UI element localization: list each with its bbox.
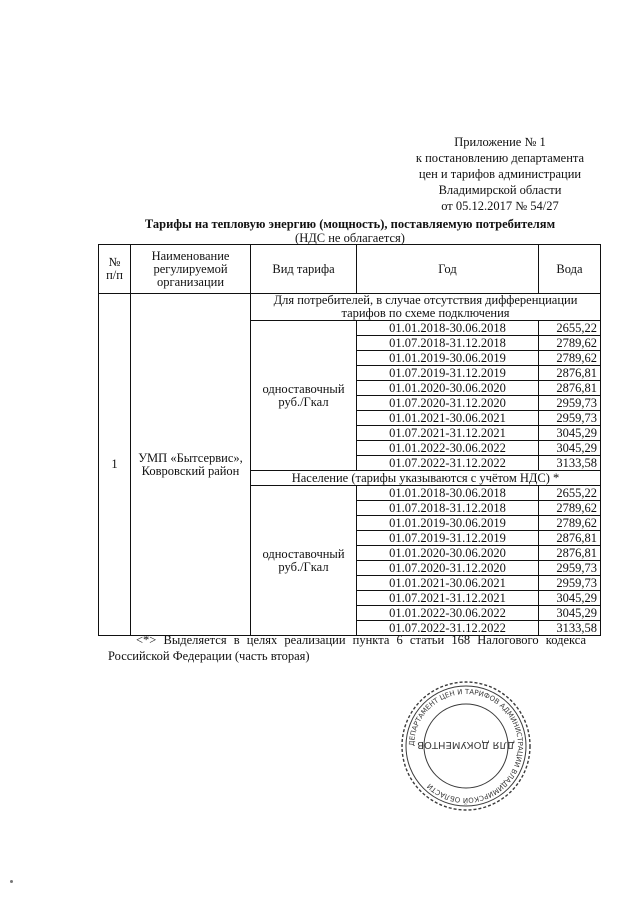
tariff-table — [98, 244, 601, 636]
water-value-cell: 3133,58 — [539, 456, 601, 471]
official-seal — [396, 676, 536, 816]
table-header-row — [99, 245, 601, 294]
row-number: 1 — [99, 294, 131, 636]
water-value-cell: 2876,81 — [539, 366, 601, 381]
appendix-line: от 05.12.2017 № 54/27 — [441, 199, 559, 213]
appendix-line: цен и тарифов администрации — [418, 167, 582, 181]
period-cell: 01.07.2022-31.12.2022 — [357, 621, 539, 636]
water-value-cell: 2959,73 — [539, 411, 601, 426]
scan-speck — [10, 880, 13, 883]
period-cell: 01.01.2018-30.06.2018 — [357, 486, 539, 501]
group1-title: Для потребителей, в случае отсутствия дифференциации тарифов по схеме подключения — [251, 294, 601, 321]
water-value-cell: 2789,62 — [539, 351, 601, 366]
document-title: Тарифы на тепловую энергию (мощность), поставляемую потребителям — [144, 217, 556, 231]
header-num: № п/п — [99, 245, 131, 294]
footnote — [108, 632, 586, 664]
group2-title: Население (тарифы указываются с учётом НДС) * — [251, 471, 601, 486]
period-cell: 01.07.2020-31.12.2020 — [357, 396, 539, 411]
water-value-cell: 2789,62 — [539, 336, 601, 351]
water-value-cell: 2876,81 — [539, 381, 601, 396]
period-cell: 01.07.2021-31.12.2021 — [357, 426, 539, 441]
header-year: Год — [357, 245, 539, 294]
footnote-line2: Российской Федерации (часть вторая) — [108, 649, 310, 663]
water-value-cell: 3045,29 — [539, 441, 601, 456]
water-value-cell: 3045,29 — [539, 426, 601, 441]
table-body — [99, 294, 601, 636]
appendix-line: Владимирской области — [438, 183, 562, 197]
header-org: Наименование регулируемой организации — [131, 245, 251, 294]
water-value-cell: 2959,73 — [539, 396, 601, 411]
tariff-kind: одноставочный руб./Гкал — [251, 321, 357, 471]
header-kind: Вид тарифа — [251, 245, 357, 294]
period-cell: 01.01.2021-30.06.2021 — [357, 576, 539, 591]
water-value-cell: 2789,62 — [539, 516, 601, 531]
period-cell: 01.01.2020-30.06.2020 — [357, 381, 539, 396]
period-cell: 01.07.2021-31.12.2021 — [357, 591, 539, 606]
period-cell: 01.07.2018-31.12.2018 — [357, 336, 539, 351]
seal-ring-text: ДЕПАРТАМЕНТ ЦЕН И ТАРИФОВ АДМИНИСТРАЦИИ ВЛАДИМИРСКОЙ ОБЛАСТИ — [407, 687, 525, 805]
period-cell: 01.07.2020-31.12.2020 — [357, 561, 539, 576]
period-cell: 01.01.2019-30.06.2019 — [357, 351, 539, 366]
water-value-cell: 3045,29 — [539, 606, 601, 621]
water-value-cell: 2959,73 — [539, 561, 601, 576]
header-water: Вода — [539, 245, 601, 294]
seal-center-text: ДЛЯ ДОКУМЕНТОВ — [417, 739, 515, 750]
period-cell: 01.01.2018-30.06.2018 — [357, 321, 539, 336]
water-value-cell: 2655,22 — [539, 321, 601, 336]
period-cell: 01.07.2018-31.12.2018 — [357, 501, 539, 516]
appendix-block — [405, 134, 595, 214]
period-cell: 01.01.2020-30.06.2020 — [357, 546, 539, 561]
group-title-row — [99, 294, 601, 321]
water-value-cell: 3045,29 — [539, 591, 601, 606]
water-value-cell: 2959,73 — [539, 576, 601, 591]
water-value-cell: 3133,58 — [539, 621, 601, 636]
period-cell: 01.01.2019-30.06.2019 — [357, 516, 539, 531]
tariff-kind: одноставочный руб./Гкал — [251, 486, 357, 636]
footnote-line1: <*> Выделяется в целях реализации пункта 6 статьи 168 Налогового кодекса — [136, 633, 586, 647]
period-cell: 01.01.2022-30.06.2022 — [357, 606, 539, 621]
water-value-cell: 2655,22 — [539, 486, 601, 501]
period-cell: 01.07.2019-31.12.2019 — [357, 531, 539, 546]
water-value-cell: 2876,81 — [539, 531, 601, 546]
period-cell: 01.01.2021-30.06.2021 — [357, 411, 539, 426]
appendix-line: Приложение № 1 — [454, 135, 546, 149]
organization-name: УМП «Бытсервис», Ковровский район — [131, 294, 251, 636]
period-cell: 01.07.2022-31.12.2022 — [357, 456, 539, 471]
water-value-cell: 2789,62 — [539, 501, 601, 516]
appendix-line: к постановлению департамента — [415, 151, 585, 165]
period-cell: 01.01.2022-30.06.2022 — [357, 441, 539, 456]
period-cell: 01.07.2019-31.12.2019 — [357, 366, 539, 381]
document-subtitle: (НДС не облагается) — [295, 231, 405, 245]
water-value-cell: 2876,81 — [539, 546, 601, 561]
